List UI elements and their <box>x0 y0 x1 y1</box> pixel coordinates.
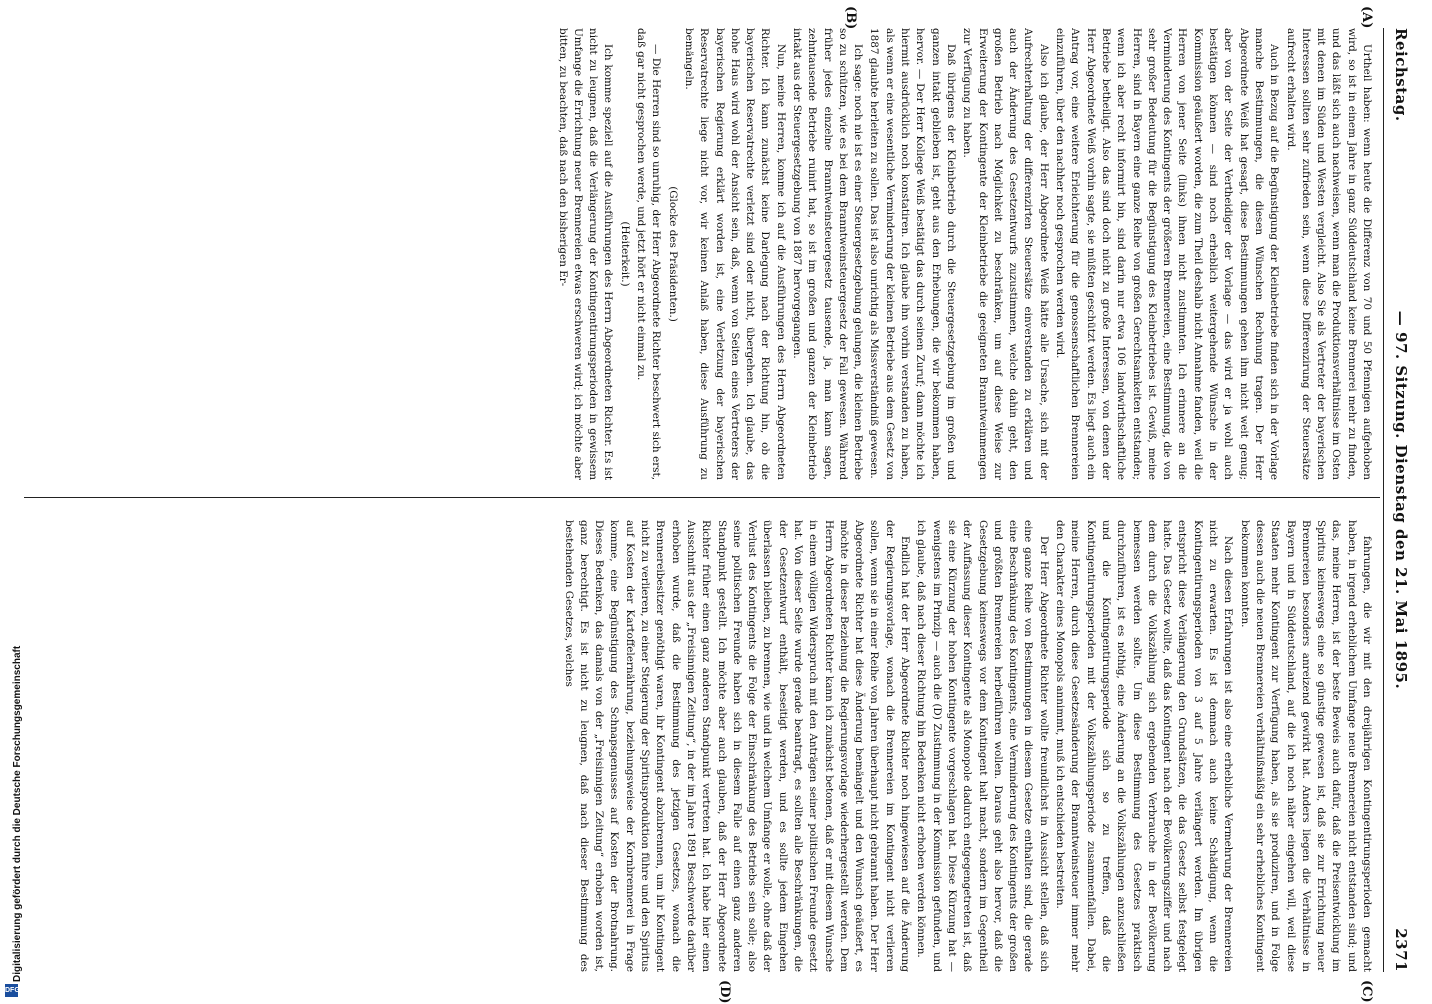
page-header <box>1386 28 1414 972</box>
header-title: Reichstag. <box>1392 28 1410 122</box>
margin-marker-b: (B) <box>843 6 858 30</box>
page-number: 2371 <box>1392 928 1410 972</box>
paragraph: Der Herr Abgeordnete Richter wollte freundlichst in Aussicht stellen, daß sich eine ganze Reihe von Bestimmungen in diesem Gesetze enthalten sind, die gerade eine Beschränkung des Kontingents, eine Verminderung des Kontingents der großen und größten Brennereien herbeiführen wollen. Daraus geht also hervor, daß die Gesetzgebung keineswegs vor dem Kontingent halt macht, sondern im Gegentheil der Auffassung dieser Kontingente als Monopole dadurch entgegengetreten ist, daß sie eine Kürzung der hohen Kontingente vorgeschlagen hat. Diese Kürzung hat — wenigstens im Prinzip — auch die (D) Zustimmung in der Kommission gefunden, und ich glaube, daß nach dieser Richtung hin Bedenken nicht erhoben werden können. <box>915 520 1050 972</box>
paragraph: Also ich glaube, der Herr Abgeordnete Weiß hätte alle Ursache, sich mit der Aufrechterhaltung der differenzirten Steuersätze einverstanden zu erklären und auch der Änderung des Gesetzentwurfs zuzustimmen, welche dahin geht, den großen Betrieb nach Möglichkeit zu beschränken, um auf diese Weise zur Erweiterung der Kontingente der Kleinbetriebe die geeigneten Branntweinmengen zur Verfügung zu haben. <box>961 28 1050 480</box>
paragraph: Nun, meine Herren, komme ich auf die Ausführungen des Herrn Abgeordneten Richter. Ich kann zunächst keine Darlegung nach der Richtung hin, ob die bayerischen Reservatrechte verletzt sind oder nicht, übergehen. Ich glaube, das hohe Haus wird wohl der Ansicht sein, daß, wenn von Seiten eines Vertreters der bayerischen Regierung erklärt worden ist, eine Verletzung der bayerischen Reservatrechte liege nicht vor, wir keinen Anlaß haben, diese Ausführung zu bemängeln. <box>682 28 787 480</box>
paragraph: (Glocke des Präsidenten.) <box>666 186 679 322</box>
credit-text: Digitalisierung gefördert durch die Deutsche Forschungsgemeinschaft <box>12 645 23 982</box>
margin-marker-c: (C) <box>1359 980 1374 1003</box>
header-rule <box>1383 28 1384 972</box>
left-text-column <box>22 28 1374 480</box>
paragraph: Nach diesen Erfahrungen ist also eine erhebliche Vermehrung der Brennereien nicht zu erwarten. Es ist demnach auch keine Schädigung, wenn die Kontingentirungsperioden von 3 auf 5 Jahre verlängert werden. Im übrigen entspricht diese Verlängerung den Grundsätzen, die das Gesetz selbst festgelegt hatte. Das Gesetz wollte, daß das Kontingent nach der Bevölkerungsziffer und nach dem durch die Volkszählung sich ergebenden Verbrauche in der Bevölkerung bemessen werden sollte. Um diese Bestimmung des Gesetzes praktisch durchzuführen, ist es nöthig, eine Änderung an die Volkszählungen anzuschließen und die Kontingentirungsperiode sich so zu treffen, daß die Kontingentirungsperioden mit der Volkszählungsperiode zusammenfallen. Dabei, meine Herren, durch diese Gesetzesänderung der Branntweinsteuer immer mehr den Charakter eines Monopols annimmt, muß ich entschieden bestreiten. <box>1054 520 1235 972</box>
right-text-column <box>22 520 1374 972</box>
paragraph: Ich sage: noch nie ist es einer Steuergesetzgebung gelungen, die kleinen Betriebe so zu schützen, wie es bei dem Branntweinsteuergesetz der Fall gewesen. Während früher jedes einzelne Branntweinsteuergesetz tausende, ja, man kann sagen, zehntausende Betriebe ruinirt hat, so ist im großen und ganzen der Kleinbetrieb intakt aus der Steuergesetzgebung von 1887 hervorgegangen. <box>791 28 865 480</box>
paragraph: Urtheil haben: wenn heute die Differenz von 70 und 50 Pfennigen aufgehoben wird, so ist in einem Jahre in ganz Süddeutschland keine Brennerei mehr zu finden, und das läßt sich auch nachweisen, wenn man die Produktionsverhältnisse im Osten mit denen im Süden und Westen vergleicht. Also Sie als Vertreter der bayerischen Interessen sollten sehr zufrieden sein, wenn diese Differenzirung der Steuersätze aufrecht erhalten wird. <box>1284 28 1373 480</box>
column-divider <box>24 497 1380 498</box>
paragraph: (Heiterkeit.) <box>618 221 631 287</box>
paragraph: — Die Herren sind so unruhig, der Herr Abgeordnete Richter beschwert sich erst, daß gar nicht gesprochen werde, und jetzt hört er nicht einmal zu. <box>635 28 663 480</box>
paragraph: Daß übrigens der Kleinbetrieb durch die Steuergesetzgebung im großen und ganzen intakt geblieben ist, geht aus den Erhebungen, die wir bekommen haben, hervor. — Der Herr Kollege Weiß bestätigt das durch seinen Zuruf; dann möchte ich hiermit ausdrücklich noch konstatiren. Ich glaube ihn vorhin verstanden zu haben, als wenn er eine wesentliche Verminderung der kleinen Betriebe aus dem Gesetz von 1887 glaubte herleiten zu sollen. Das ist also unrichtig als Missverständniß gewesen. <box>868 28 957 480</box>
paragraph: Ich komme speziell auf die Ausführungen des Herrn Abgeordneten Richter. Es ist nicht zu leugnen, daß die Verlängerung der Kontingentirungsperioden in gewissem Umfange die Errichtung neuer Brennereien etwas erschweren wird; ich möchte aber bitten, zu beachten, daß nach den bisherigen Er- <box>556 28 615 480</box>
margin-marker-a: (A) <box>1359 6 1374 29</box>
scanned-page <box>12 0 1432 1004</box>
digitization-credit <box>2 0 22 1000</box>
dfg-logo: DFG <box>5 984 18 997</box>
paragraph: Endlich hat der Herr Abgeordnete Richter noch hingewiesen auf die Änderung der Regierungsvorlage, wonach die Brennereien im Kontingent nicht verlieren sollen, wenn sie in einer Reihe von Jahren überhaupt nicht gebrannt haben. Der Herr Abgeordnete Richter hat diese Änderung bemängelt und den Wunsch geäußert, es möchte in dieser Beziehung die Regierungsvorlage wiederhergestellt werden. Dem Herrn Abgeordneten Richter kann ich zunächst betonen, daß er mit diesem Wunsche in einem völligen Widerspruch mit den Anträgen seiner politischen Freunde gesetzt hat. Von dieser Seite wurde gerade beantragt, es sollten alle Beschränkungen, die der Gesetzentwurf enthält, beseitigt werden, und es sollte jedem Eingehen überlassen bleiben, zu brennen, wie und in welchem Umfange er wolle, ohne daß der Verlust des Kontingents die Folge der Einschränkung des Betriebs sein solle; also seine politischen Freunde haben sich in diesem Falle auf einen ganz anderen Standpunkt gestellt. Ich möchte aber auch glauben, daß der Herr Abgeordnete Richter früher einen ganz anderen Standpunkt vertreten hat. Ich habe hier einen Ausschnitt aus der „Freisinnigen Zeitung“, in der im Jahre 1891 Beschwerde darüber erhoben wurde, daß die Bestimmung des jetzigen Gesetzes, wonach die Brennereibesitzer genöthigt waren, ihr Kontingent abzubrennen, um ihr Kontingent nicht zu verlieren, zu einer Steigerung der Spiritusproduktion führe und den Spiritus auf Kosten der Kartoffelernährung, beziehungsweise der Kornbrennerei in Frage komme, eine Begünstigung des Schnapsgenusses auf Kosten der Brotnahrung. Dieses Bedenken, das damals von der „Freisinnigen Zeitung“ erhoben worden ist, ganz berechtigt. Es ist nicht zu leugnen, daß nach dieser Bestimmung des bestehenden Gesetzes, welches <box>562 520 912 972</box>
paragraph: fahrungen, die wir mit den dreijährigen Kontingentirungsperioden gemacht haben, in irgend erheblichem Umfange neue Brennereien nicht entstanden sind; und das, meine Herren, ist der beste Beweis auch dafür, daß die Preisentwicklung im Spiritus keineswegs eine so günstige gewesen ist, daß sie zur Errichtung neuer Brennereien besonders anreizend gewirkt hat. Anders liegen die Verhältnisse in Bayern und in Süddeutschland, auf die ich noch näher eingehen will, weil diese Staaten mehr Kontingent zur Verfügung haben, als sie produziren, und in Folge dessen auch die neuen Brennereien verhältnißmäßig ein sehr erhebliches Kontingent bekommen konnten. <box>1238 520 1373 972</box>
header-session-date: — 97. Sitzung. Dienstag den 21. Mai 1895. <box>1392 310 1410 690</box>
paragraph: Auch in Bezug auf die Begünstigung der Kleinbetriebe finden sich in der Vorlage manche Bestimmungen, die diesen Wünschen Rechnung tragen. Der Herr Abgeordnete Weiß hat gesagt, diese Bestimmungen gehen ihm nicht weit genug; aber von der Seite der Vertheidiger der Vorlage — das wird er ja wohl auch bestätigen können — sind noch erheblich weitergehende Wünsche in der Kommission geäußert worden, die zum Theil deshalb nicht Annahme fanden, weil die Herren von jener Seite (links) ihnen nicht zustimmten. Ich erinnere an die Verminderung des Kontingents der größeren Brennereien, eine Bestimmung, die von sehr großer Bedeutung für die Begünstigung des Kleinbetriebes ist. Gewiß, meine Herren, sind in Bayern eine ganze Reihe von großen Gerechtsamkeiten entstanden; wenn ich aber recht informirt bin, sind darin nur etwa 106 landwirthschaftliche Betriebe betheiligt. Also das sind doch nicht zu große Interessen, von denen der Herr Abgeordnete Weiß vorhin sagte, sie müßten geschützt werden. Es liegt auch ein Antrag vor, eine weitere Erleichterung für die genossenschaftlichen Brennereien einzuführen, über den nachher noch gesprochen werden wird. <box>1054 28 1281 480</box>
margin-marker-d: (D) <box>717 980 732 1004</box>
